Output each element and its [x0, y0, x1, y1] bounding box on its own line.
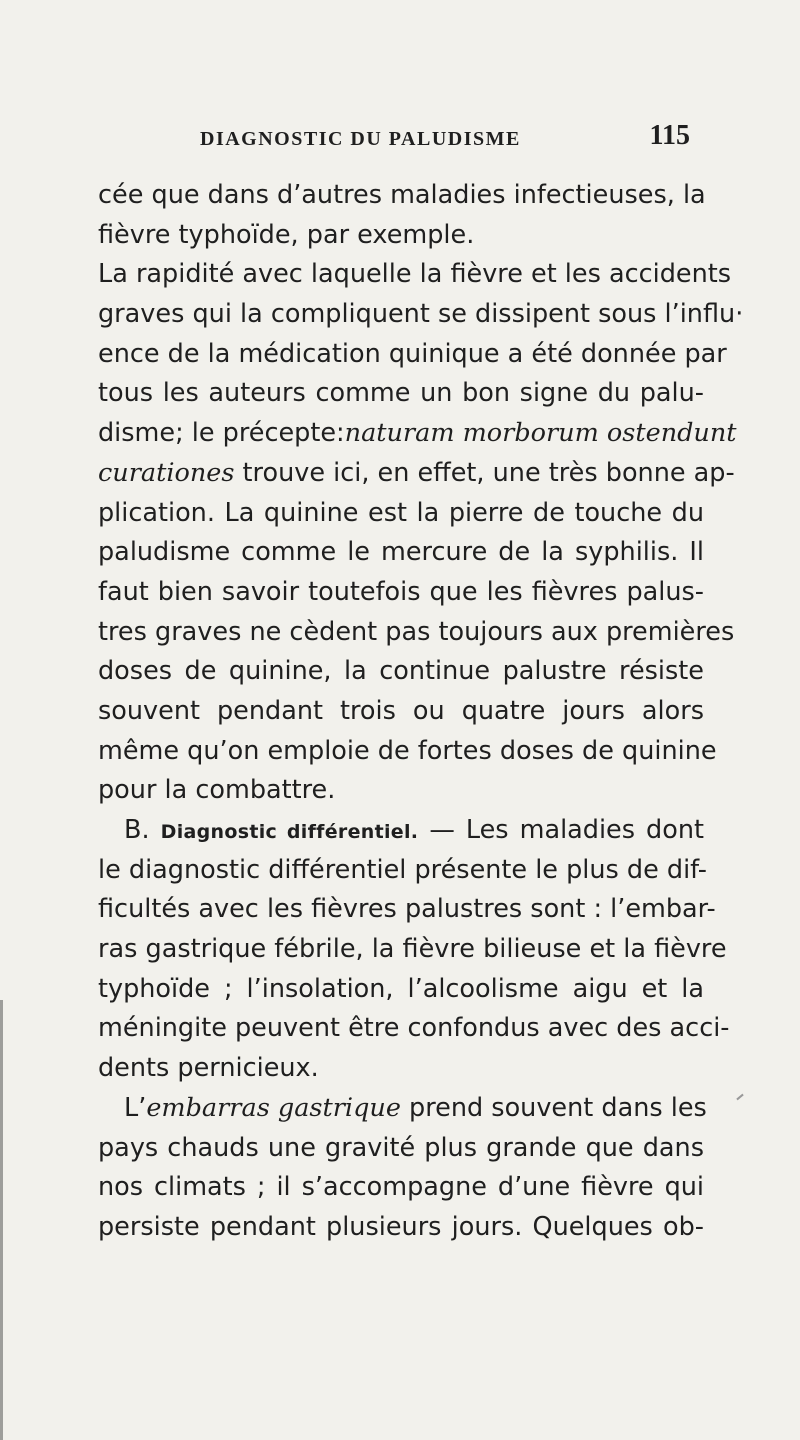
text-line: typhoïde ; l’insolation, l’alcoolisme aigu et la: [98, 973, 704, 1004]
text-line: méningite peuvent être confondus avec des acci-: [98, 1013, 730, 1044]
section-heading: Diagnostic différentiel.: [160, 821, 419, 843]
page-number: 115: [649, 120, 690, 151]
italic-term: embarras gastrique: [146, 1092, 401, 1123]
text-line: [98, 811, 704, 851]
text-span: prend souvent dans les: [400, 1092, 707, 1123]
text-span: trouve ici, en effet, une très bonne ap-: [234, 457, 735, 488]
section-letter: B.: [124, 815, 161, 845]
text-line: [98, 1089, 707, 1129]
page-edge-shadow: [0, 1000, 3, 1440]
text-line: plication. La quinine est la pierre de touche du: [98, 497, 704, 528]
text-span: disme; le précepte:: [98, 418, 345, 449]
text-line: dents pernicieux.: [98, 1053, 319, 1084]
text-line: ence de la médication quinique a été donnée par: [98, 338, 727, 369]
text-line: souvent pendant trois ou quatre jours alors: [98, 695, 704, 726]
text-span: L’: [124, 1092, 147, 1123]
latin-phrase: curationes: [98, 457, 235, 488]
text-line: faut bien savoir toutefois que les fièvres palus-: [98, 576, 704, 607]
text-line: le diagnostic différentiel présente le plus de dif-: [98, 854, 707, 885]
text-span: — Les maladies dont: [418, 815, 704, 845]
text-line: [98, 255, 732, 295]
text-line: [98, 454, 735, 494]
text-line: paludisme comme le mercure de la syphilis. Il: [98, 537, 704, 568]
text-line: persiste pendant plusieurs jours. Quelques ob-: [98, 1211, 704, 1242]
text-span: La rapidité avec laquelle la fièvre et les accidents: [98, 259, 732, 290]
text-line: fièvre typhoïde, par exemple.: [98, 219, 475, 250]
text-line: pour la combattre.: [98, 775, 336, 806]
page-header: [100, 120, 690, 168]
text-line: ficultés avec les fièvres palustres sont : l’embar-: [98, 894, 716, 925]
body-text: [98, 176, 744, 1248]
text-line: tres graves ne cèdent pas toujours aux premières: [98, 616, 735, 647]
text-line: même qu’on emploie de fortes doses de quinine: [98, 735, 717, 766]
text-line: tous les auteurs comme un bon signe du palu-: [98, 378, 704, 409]
text-line: ras gastrique fébrile, la fièvre bilieuse et la fièvre: [98, 934, 727, 965]
text-line: graves qui la compliquent se dissipent sous l’influ·: [98, 299, 744, 330]
latin-phrase: naturam morborum ostendunt: [344, 418, 737, 449]
text-line: pays chauds une gravité plus grande que dans: [98, 1132, 704, 1163]
running-title: DIAGNOSTIC DU PALUDISME: [200, 128, 521, 150]
text-line: doses de quinine, la continue palustre résiste: [98, 656, 704, 687]
ink-fleck: [736, 1094, 743, 1101]
text-line: cée que dans d’autres maladies infectieuses, la: [98, 180, 706, 210]
text-line: [98, 414, 737, 454]
text-line: nos climats ; il s’accompagne d’une fièvre qui: [98, 1172, 704, 1203]
